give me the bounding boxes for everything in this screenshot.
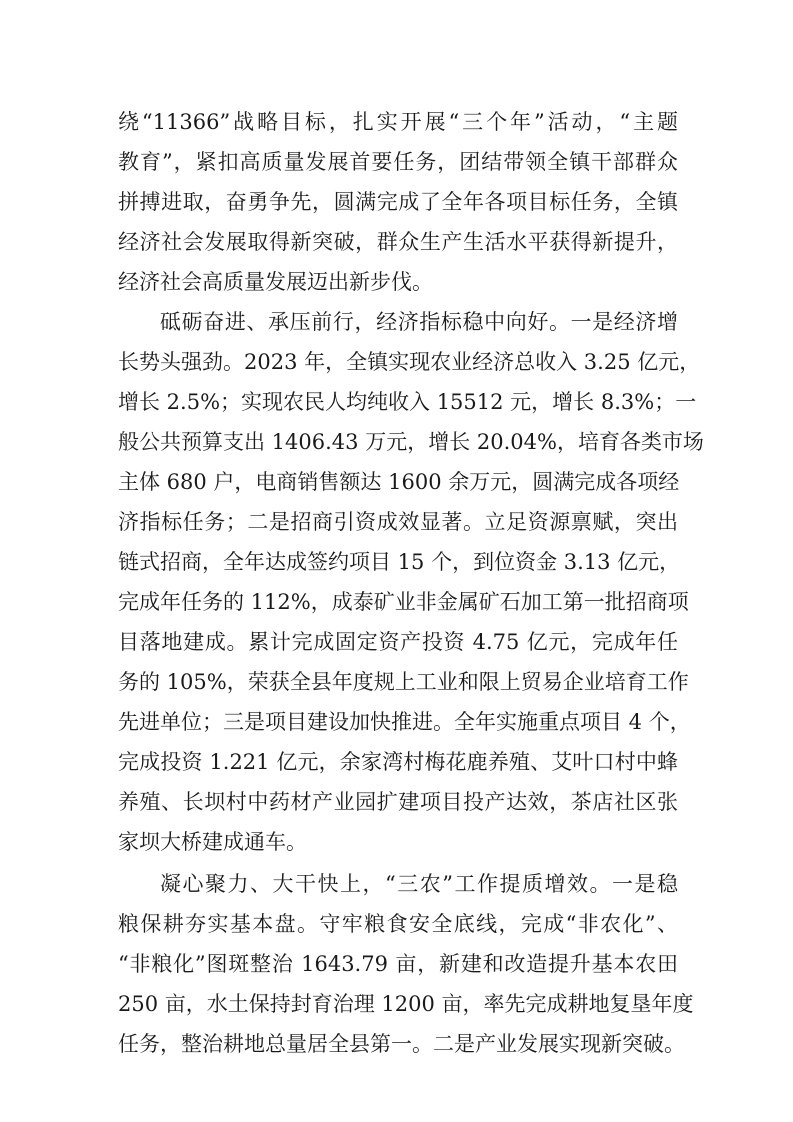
text-line: “非粮化”图斑整治 1643.79 亩，新建和改造提升基本农田 xyxy=(118,952,678,976)
text-line: 目落地建成。累计完成固定资产投资 4.75 亿元，完成年任 xyxy=(118,630,678,654)
text-line: 链式招商，全年达成签约项目 15 个，到位资金 3.13 亿元， xyxy=(118,550,681,574)
text-line: 般公共预算支出 1406.43 万元，增长 20.04%，培育各类市场 xyxy=(118,430,704,454)
paragraph-first-line: 凝心聚力、大干快上，“三农”工作提质增效。一是稳 xyxy=(160,872,678,896)
text-line: 长势头强劲。2023 年，全镇实现农业经济总收入 3.25 亿元， xyxy=(118,350,701,374)
text-line: 经济社会高质量发展迈出新步伐。 xyxy=(118,270,433,294)
text-line: 绕“11366”战略目标，扎实开展“三个年”活动，“主题 xyxy=(118,110,678,134)
text-line: 完成投资 1.221 亿元，余家湾村梅花鹿养殖、艾叶口村中蜂 xyxy=(118,750,678,774)
text-line: 粮保耕夯实基本盘。守牢粮食安全底线，完成“非农化”、 xyxy=(118,912,678,936)
text-line: 教育”，紧扣高质量发展首要任务，团结带领全镇干部群众 xyxy=(118,150,678,174)
text-line: 250 亩，水土保持封育治理 1200 亩，率先完成耕地复垦年度 xyxy=(118,992,694,1016)
text-line: 任务，整治耕地总量居全县第一。二是产业发展实现新突破。 xyxy=(118,1032,685,1056)
text-line: 先进单位；三是项目建设加快推进。全年实施重点项目 4 个， xyxy=(118,710,691,734)
text-line: 增长 2.5%；实现农民人均纯收入 15512 元，增长 8.3%；一 xyxy=(118,390,697,414)
text-line: 经济社会发展取得新突破，群众生产生活水平获得新提升， xyxy=(118,230,678,254)
text-line: 济指标任务；二是招商引资成效显著。立足资源禀赋，突出 xyxy=(118,510,678,534)
text-line: 家坝大桥建成通车。 xyxy=(118,830,307,854)
text-line: 主体 680 户，电商销售额达 1600 余万元，圆满完成各项经 xyxy=(118,470,680,494)
text-line: 拼搏进取，奋勇争先，圆满完成了全年各项目标任务，全镇 xyxy=(118,190,678,214)
text-line: 务的 105%，荣获全县年度规上工业和限上贸易企业培育工作 xyxy=(118,670,689,694)
paragraph-first-line: 砥砺奋进、承压前行，经济指标稳中向好。一是经济增 xyxy=(160,310,678,334)
text-line: 完成年任务的 112%，成泰矿业非金属矿石加工第一批招商项 xyxy=(118,590,689,614)
text-line: 养殖、长坝村中药材产业园扩建项目投产达效，茶店社区张 xyxy=(118,790,678,814)
